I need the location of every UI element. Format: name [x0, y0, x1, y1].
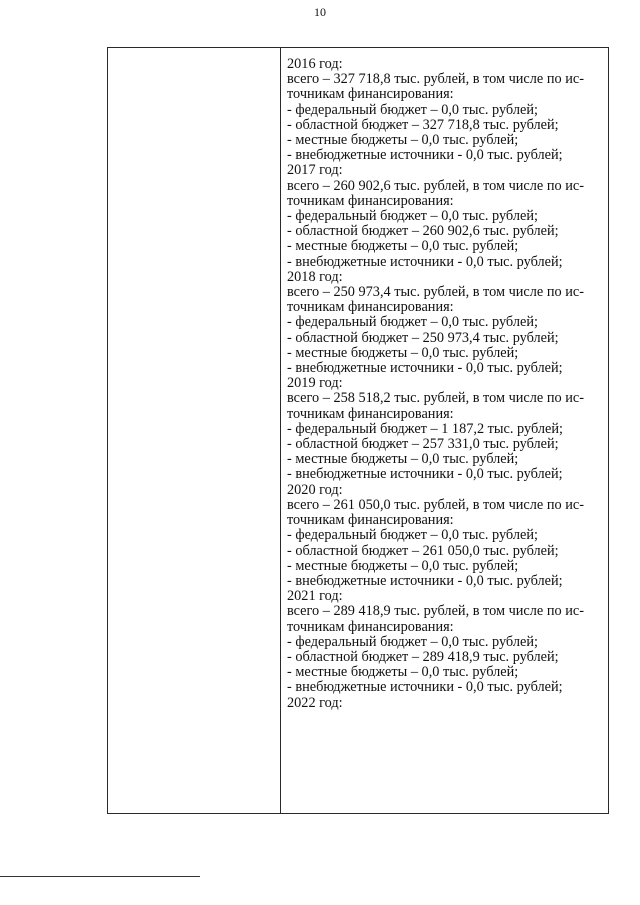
funding-text-line: - федеральный бюджет – 0,0 тыс. рублей; [287, 527, 538, 544]
funding-text-line: - областной бюджет – 260 902,6 тыс. рублей; [287, 223, 559, 240]
funding-text-line: - местные бюджеты – 0,0 тыс. рублей; [287, 344, 519, 361]
funding-text-line: точникам финансирования: [287, 192, 454, 209]
funding-text-line: 2017 год: [287, 162, 343, 179]
funding-text-line: всего – 258 518,2 тыс. рублей, в том числе по ис- [287, 390, 584, 407]
funding-text-line: точникам финансирования: [287, 299, 454, 316]
funding-text-line: - местные бюджеты – 0,0 тыс. рублей; [287, 557, 519, 574]
funding-text-line: всего – 260 902,6 тыс. рублей, в том числе по ис- [287, 177, 584, 194]
funding-text-line: - федеральный бюджет – 0,0 тыс. рублей; [287, 314, 538, 331]
funding-text-line: 2020 год: [287, 481, 343, 498]
funding-text-line: - внебюджетные источники - 0,0 тыс. рублей; [287, 466, 563, 483]
funding-text-line: - федеральный бюджет – 0,0 тыс. рублей; [287, 101, 538, 118]
funding-text-line: - внебюджетные источники - 0,0 тыс. рублей; [287, 253, 563, 270]
funding-text-line: - внебюджетные источники - 0,0 тыс. рублей; [287, 572, 563, 589]
funding-text-line: 2019 год: [287, 375, 343, 392]
funding-text-line: - внебюджетные источники - 0,0 тыс. рублей; [287, 147, 563, 164]
funding-text-line: всего – 327 718,8 тыс. рублей, в том числе по ис- [287, 71, 584, 88]
funding-text-line: - федеральный бюджет – 0,0 тыс. рублей; [287, 633, 538, 650]
funding-table [107, 47, 609, 814]
funding-text-line: - областной бюджет – 261 050,0 тыс. рублей; [287, 542, 559, 559]
funding-text-line: - федеральный бюджет – 0,0 тыс. рублей; [287, 208, 538, 225]
funding-text-line: - областной бюджет – 250 973,4 тыс. рублей; [287, 329, 559, 346]
funding-text-line: точникам финансирования: [287, 512, 454, 529]
funding-text-line: - внебюджетные источники - 0,0 тыс. рублей; [287, 679, 563, 696]
funding-text-line: точникам финансирования: [287, 86, 454, 103]
funding-text-line: всего – 261 050,0 тыс. рублей, в том числе по ис- [287, 496, 584, 513]
funding-text-line: 2021 год: [287, 588, 343, 605]
footnote-divider [0, 876, 200, 877]
funding-text-line: - местные бюджеты – 0,0 тыс. рублей; [287, 664, 519, 681]
funding-text-line: 2018 год: [287, 268, 343, 285]
table-right-cell [287, 57, 605, 711]
funding-text-line: - областной бюджет – 327 718,8 тыс. рублей; [287, 116, 559, 133]
funding-text-line: точникам финансирования: [287, 405, 454, 422]
funding-text-line: 2016 год: [287, 56, 343, 72]
funding-text-line: - областной бюджет – 257 331,0 тыс. рублей; [287, 436, 559, 453]
page-number: 10 [314, 5, 326, 19]
funding-text-line: - федеральный бюджет – 1 187,2 тыс. рублей; [287, 420, 563, 437]
funding-text-line: - внебюджетные источники - 0,0 тыс. рублей; [287, 360, 563, 377]
funding-text-line: - местные бюджеты – 0,0 тыс. рублей; [287, 132, 519, 149]
table-left-cell [108, 48, 281, 813]
funding-text-line: - местные бюджеты – 0,0 тыс. рублей; [287, 451, 519, 468]
funding-text-line: точникам финансирования: [287, 618, 454, 635]
funding-text-line: - областной бюджет – 289 418,9 тыс. рублей; [287, 648, 559, 665]
funding-text-line: 2022 год: [287, 694, 343, 711]
funding-text-line: всего – 289 418,9 тыс. рублей, в том числе по ис- [287, 603, 584, 620]
funding-text-line: - местные бюджеты – 0,0 тыс. рублей; [287, 238, 519, 255]
funding-text-line: всего – 250 973,4 тыс. рублей, в том числе по ис- [287, 284, 584, 301]
